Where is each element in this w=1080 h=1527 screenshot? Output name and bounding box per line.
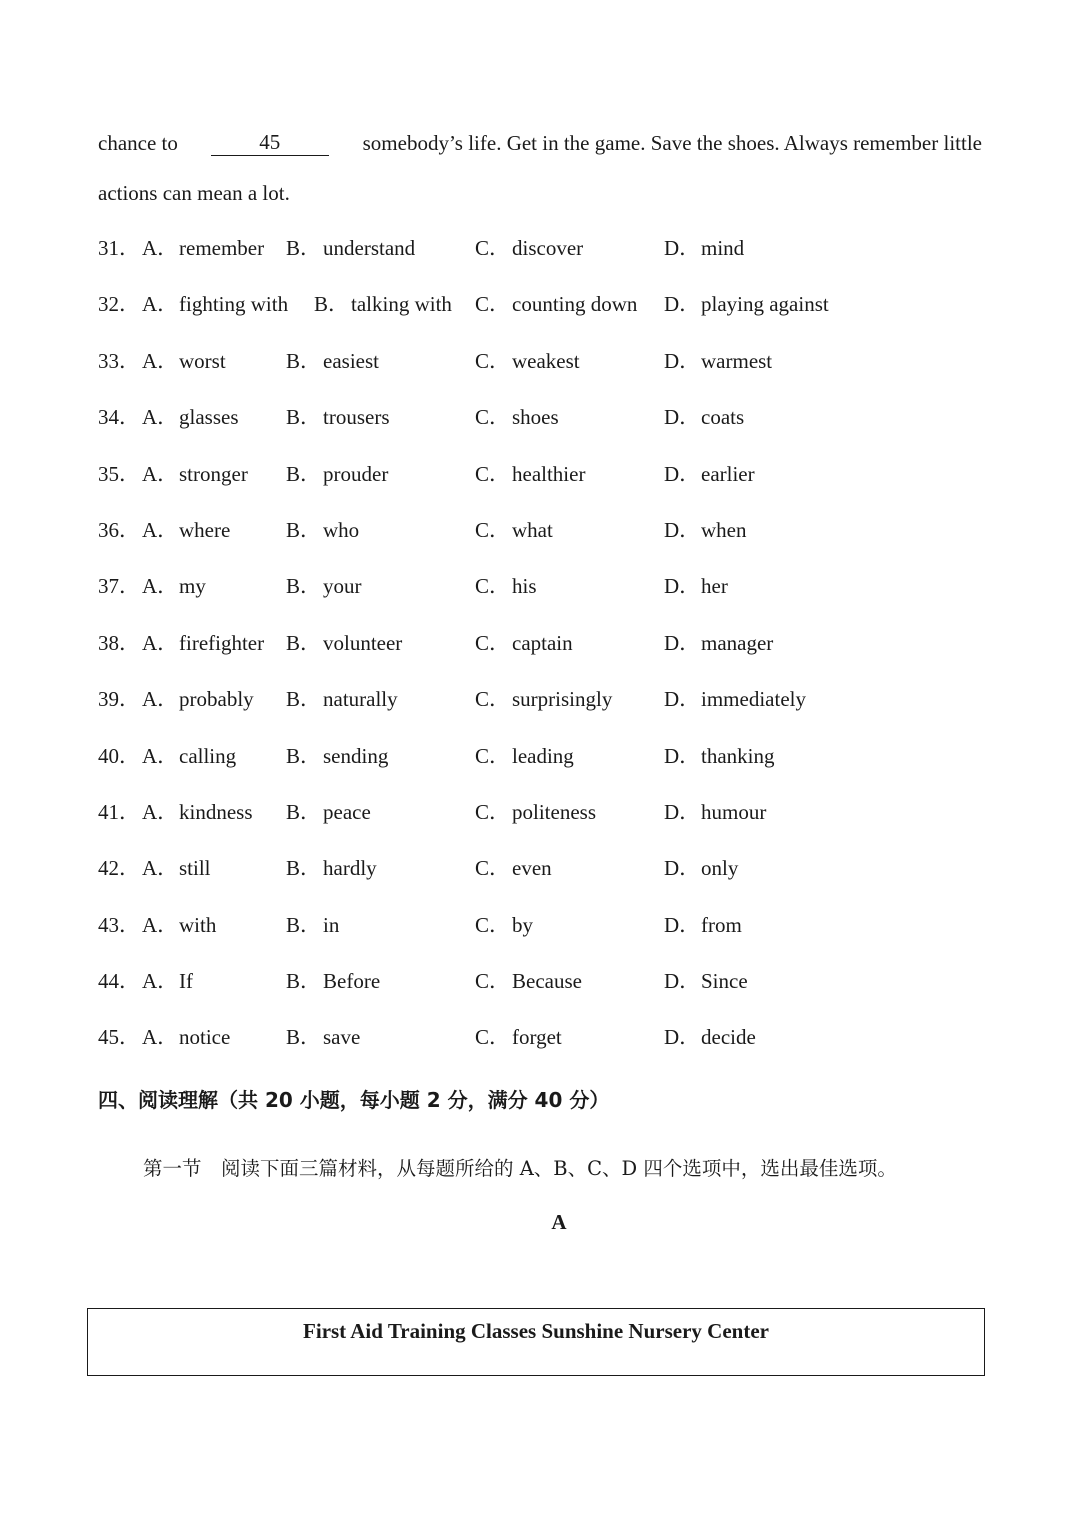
- notice-box-title: First Aid Training Classes Sunshine Nursery Center: [303, 1319, 769, 1343]
- option-d: [664, 965, 748, 995]
- option-c: [475, 514, 553, 544]
- passage-text-after-blank: somebody’s life. Get in the game. Save the shoes. Always remember little: [362, 131, 982, 155]
- option-text: warmest: [701, 348, 773, 373]
- blank-45: 45: [211, 131, 329, 156]
- option-letter: A．: [142, 856, 179, 881]
- option-text: Because: [512, 969, 582, 994]
- option-a: [142, 458, 248, 488]
- option-text: firefighter: [179, 630, 265, 655]
- question-number: 34．: [98, 405, 140, 430]
- option-c: [475, 852, 552, 882]
- option-text: her: [701, 574, 728, 599]
- option-c: [475, 909, 533, 939]
- option-letter: B．: [286, 743, 322, 768]
- option-letter: C．: [475, 799, 511, 824]
- option-letter: B．: [286, 912, 322, 937]
- option-letter: A．: [142, 912, 179, 937]
- option-letter: C．: [475, 856, 511, 881]
- option-b: [286, 965, 380, 995]
- option-letter: B．: [314, 292, 350, 317]
- option-c: [475, 796, 596, 826]
- option-letter: D．: [664, 912, 701, 937]
- passage-line-1: [98, 131, 982, 156]
- question-number: 32．: [98, 292, 140, 317]
- option-letter: A．: [142, 405, 179, 430]
- option-a: [142, 288, 288, 318]
- option-text: even: [512, 856, 552, 881]
- option-letter: A．: [142, 1025, 179, 1050]
- option-letter: B．: [286, 856, 322, 881]
- option-text: earlier: [701, 461, 755, 486]
- option-d: [664, 232, 744, 262]
- option-text: mind: [701, 236, 745, 260]
- option-b: [286, 683, 398, 713]
- option-letter: A．: [142, 517, 179, 542]
- option-letter: C．: [475, 517, 511, 542]
- option-text: where: [179, 517, 231, 542]
- option-a: [142, 627, 264, 657]
- option-text: politeness: [512, 799, 596, 824]
- option-letter: D．: [664, 517, 701, 542]
- question-number: 41．: [98, 799, 140, 824]
- option-letter: B．: [286, 574, 322, 599]
- option-text: with: [179, 912, 217, 937]
- option-letter: C．: [475, 912, 511, 937]
- option-text: volunteer: [323, 630, 403, 655]
- option-letter: B．: [286, 799, 322, 824]
- option-letter: C．: [475, 405, 511, 430]
- option-letter: B．: [286, 405, 322, 430]
- option-text: leading: [512, 743, 574, 768]
- option-d: [664, 514, 747, 544]
- option-letter: A．: [142, 743, 179, 768]
- option-b: [286, 740, 388, 770]
- option-letter: B．: [286, 630, 322, 655]
- option-text: captain: [512, 630, 573, 655]
- option-a: [142, 1021, 230, 1051]
- question-number: 38．: [98, 630, 140, 655]
- option-letter: C．: [475, 236, 511, 260]
- option-letter: B．: [286, 348, 322, 373]
- option-text: stronger: [179, 461, 248, 486]
- option-letter: C．: [475, 743, 511, 768]
- option-d: [664, 796, 766, 826]
- option-b: [314, 288, 452, 318]
- option-b: [286, 627, 402, 657]
- question-number: 37．: [98, 574, 140, 599]
- option-letter: D．: [664, 799, 701, 824]
- option-text: save: [323, 1025, 361, 1050]
- option-letter: D．: [664, 236, 701, 260]
- option-b: [286, 458, 388, 488]
- option-text: peace: [323, 799, 371, 824]
- option-a: [142, 401, 239, 431]
- question-number: 45．: [98, 1025, 140, 1050]
- option-text: hardly: [323, 856, 377, 881]
- question-number: 39．: [98, 687, 140, 712]
- question-number: 44．: [98, 969, 140, 994]
- option-letter: D．: [664, 969, 701, 994]
- option-text: notice: [179, 1025, 231, 1050]
- option-c: [475, 740, 574, 770]
- question-number: 43．: [98, 912, 140, 937]
- option-text: fighting with: [179, 292, 289, 317]
- question-number: 42．: [98, 856, 140, 881]
- option-letter: B．: [286, 969, 322, 994]
- option-letter: D．: [664, 1025, 701, 1050]
- option-text: glasses: [179, 405, 239, 430]
- option-letter: A．: [142, 630, 179, 655]
- option-text: calling: [179, 743, 237, 768]
- option-text: naturally: [323, 687, 398, 712]
- option-text: Before: [323, 969, 381, 994]
- option-letter: C．: [475, 461, 511, 486]
- option-c: [475, 232, 583, 262]
- option-b: [286, 514, 359, 544]
- option-d: [664, 852, 738, 882]
- option-d: [664, 570, 728, 600]
- option-letter: D．: [664, 574, 701, 599]
- option-letter: C．: [475, 630, 511, 655]
- option-a: [142, 909, 216, 939]
- option-d: [664, 1021, 756, 1051]
- option-letter: C．: [475, 574, 511, 599]
- option-letter: C．: [475, 292, 511, 317]
- option-c: [475, 1021, 562, 1051]
- option-letter: A．: [142, 687, 179, 712]
- option-a: [142, 514, 230, 544]
- option-text: easiest: [323, 348, 379, 373]
- option-b: [286, 852, 377, 882]
- option-text: surprisingly: [512, 687, 613, 712]
- option-text: your: [323, 574, 362, 599]
- option-text: decide: [701, 1025, 756, 1050]
- option-letter: D．: [664, 630, 701, 655]
- option-a: [142, 965, 193, 995]
- option-c: [475, 288, 637, 318]
- option-letter: D．: [664, 743, 701, 768]
- option-a: [142, 796, 253, 826]
- option-text: trousers: [323, 405, 390, 430]
- option-a: [142, 345, 226, 375]
- option-b: [286, 796, 371, 826]
- option-letter: B．: [286, 687, 322, 712]
- option-text: playing against: [701, 292, 829, 317]
- option-letter: A．: [142, 348, 179, 373]
- option-d: [664, 683, 806, 713]
- option-text: immediately: [701, 687, 806, 712]
- option-text: who: [323, 517, 360, 542]
- option-text: his: [512, 574, 537, 599]
- option-a: [142, 232, 264, 262]
- option-b: [286, 570, 362, 600]
- option-letter: A．: [142, 236, 179, 260]
- part-label: A: [551, 1210, 567, 1234]
- option-c: [475, 345, 580, 375]
- option-text: talking with: [351, 292, 452, 317]
- option-b: [286, 401, 390, 431]
- option-text: humour: [701, 799, 767, 824]
- option-text: weakest: [512, 348, 580, 373]
- passage-line-2: actions can mean a lot.: [98, 181, 290, 205]
- option-text: from: [701, 912, 742, 937]
- option-letter: D．: [664, 461, 701, 486]
- option-letter: C．: [475, 687, 511, 712]
- option-text: still: [179, 856, 211, 881]
- option-text: coats: [701, 405, 745, 430]
- option-letter: A．: [142, 574, 179, 599]
- option-text: remember: [179, 236, 265, 260]
- option-c: [475, 570, 537, 600]
- option-c: [475, 627, 573, 657]
- question-number: 36．: [98, 517, 140, 542]
- option-letter: C．: [475, 969, 511, 994]
- option-letter: D．: [664, 348, 701, 373]
- option-letter: A．: [142, 461, 179, 486]
- question-number: 31．: [98, 236, 140, 260]
- option-letter: D．: [664, 405, 701, 430]
- option-letter: C．: [475, 1025, 511, 1050]
- option-a: [142, 570, 206, 600]
- option-d: [664, 740, 775, 770]
- option-b: [286, 1021, 360, 1051]
- question-number: 40．: [98, 743, 140, 768]
- section-heading: 四、阅读理解（共 20 小题，每小题 2 分，满分 40 分）: [98, 1088, 610, 1112]
- option-c: [475, 458, 585, 488]
- option-text: manager: [701, 630, 774, 655]
- option-text: by: [512, 912, 533, 937]
- option-text: prouder: [323, 461, 389, 486]
- option-letter: D．: [664, 856, 701, 881]
- option-text: what: [512, 517, 553, 542]
- option-b: [286, 345, 379, 375]
- option-text: kindness: [179, 799, 253, 824]
- option-letter: D．: [664, 687, 701, 712]
- option-c: [475, 965, 582, 995]
- option-c: [475, 401, 559, 431]
- option-a: [142, 740, 236, 770]
- option-text: worst: [179, 348, 226, 373]
- option-text: counting down: [512, 292, 638, 317]
- option-text: sending: [323, 743, 389, 768]
- question-number: 33．: [98, 348, 140, 373]
- option-letter: A．: [142, 292, 179, 317]
- option-letter: B．: [286, 517, 322, 542]
- option-a: [142, 683, 254, 713]
- option-text: understand: [323, 236, 416, 260]
- option-text: probably: [179, 687, 254, 712]
- section-instruction: 第一节 阅读下面三篇材料，从每题所给的 A、B、C、D 四个选项中，选出最佳选项。: [143, 1157, 897, 1180]
- option-letter: B．: [286, 461, 322, 486]
- option-c: [475, 683, 612, 713]
- option-d: [664, 627, 773, 657]
- option-letter: D．: [664, 292, 701, 317]
- option-text: forget: [512, 1025, 562, 1050]
- option-text: If: [179, 969, 193, 994]
- option-text: in: [323, 912, 340, 937]
- option-text: when: [701, 517, 747, 542]
- option-letter: A．: [142, 799, 179, 824]
- option-d: [664, 909, 742, 939]
- option-text: shoes: [512, 405, 559, 430]
- option-letter: B．: [286, 1025, 322, 1050]
- option-b: [286, 909, 339, 939]
- option-text: Since: [701, 969, 748, 994]
- option-d: [664, 401, 744, 431]
- option-text: healthier: [512, 461, 586, 486]
- option-b: [286, 232, 415, 262]
- passage-text-before-blank: chance to: [98, 131, 178, 155]
- option-text: only: [701, 856, 739, 881]
- option-letter: B．: [286, 236, 322, 260]
- option-text: thanking: [701, 743, 775, 768]
- option-d: [664, 288, 829, 318]
- option-text: my: [179, 574, 206, 599]
- option-letter: C．: [475, 348, 511, 373]
- notice-box: [87, 1308, 985, 1376]
- option-letter: A．: [142, 969, 179, 994]
- question-number: 35．: [98, 461, 140, 486]
- option-d: [664, 458, 755, 488]
- option-a: [142, 852, 211, 882]
- option-text: discover: [512, 236, 584, 260]
- option-d: [664, 345, 772, 375]
